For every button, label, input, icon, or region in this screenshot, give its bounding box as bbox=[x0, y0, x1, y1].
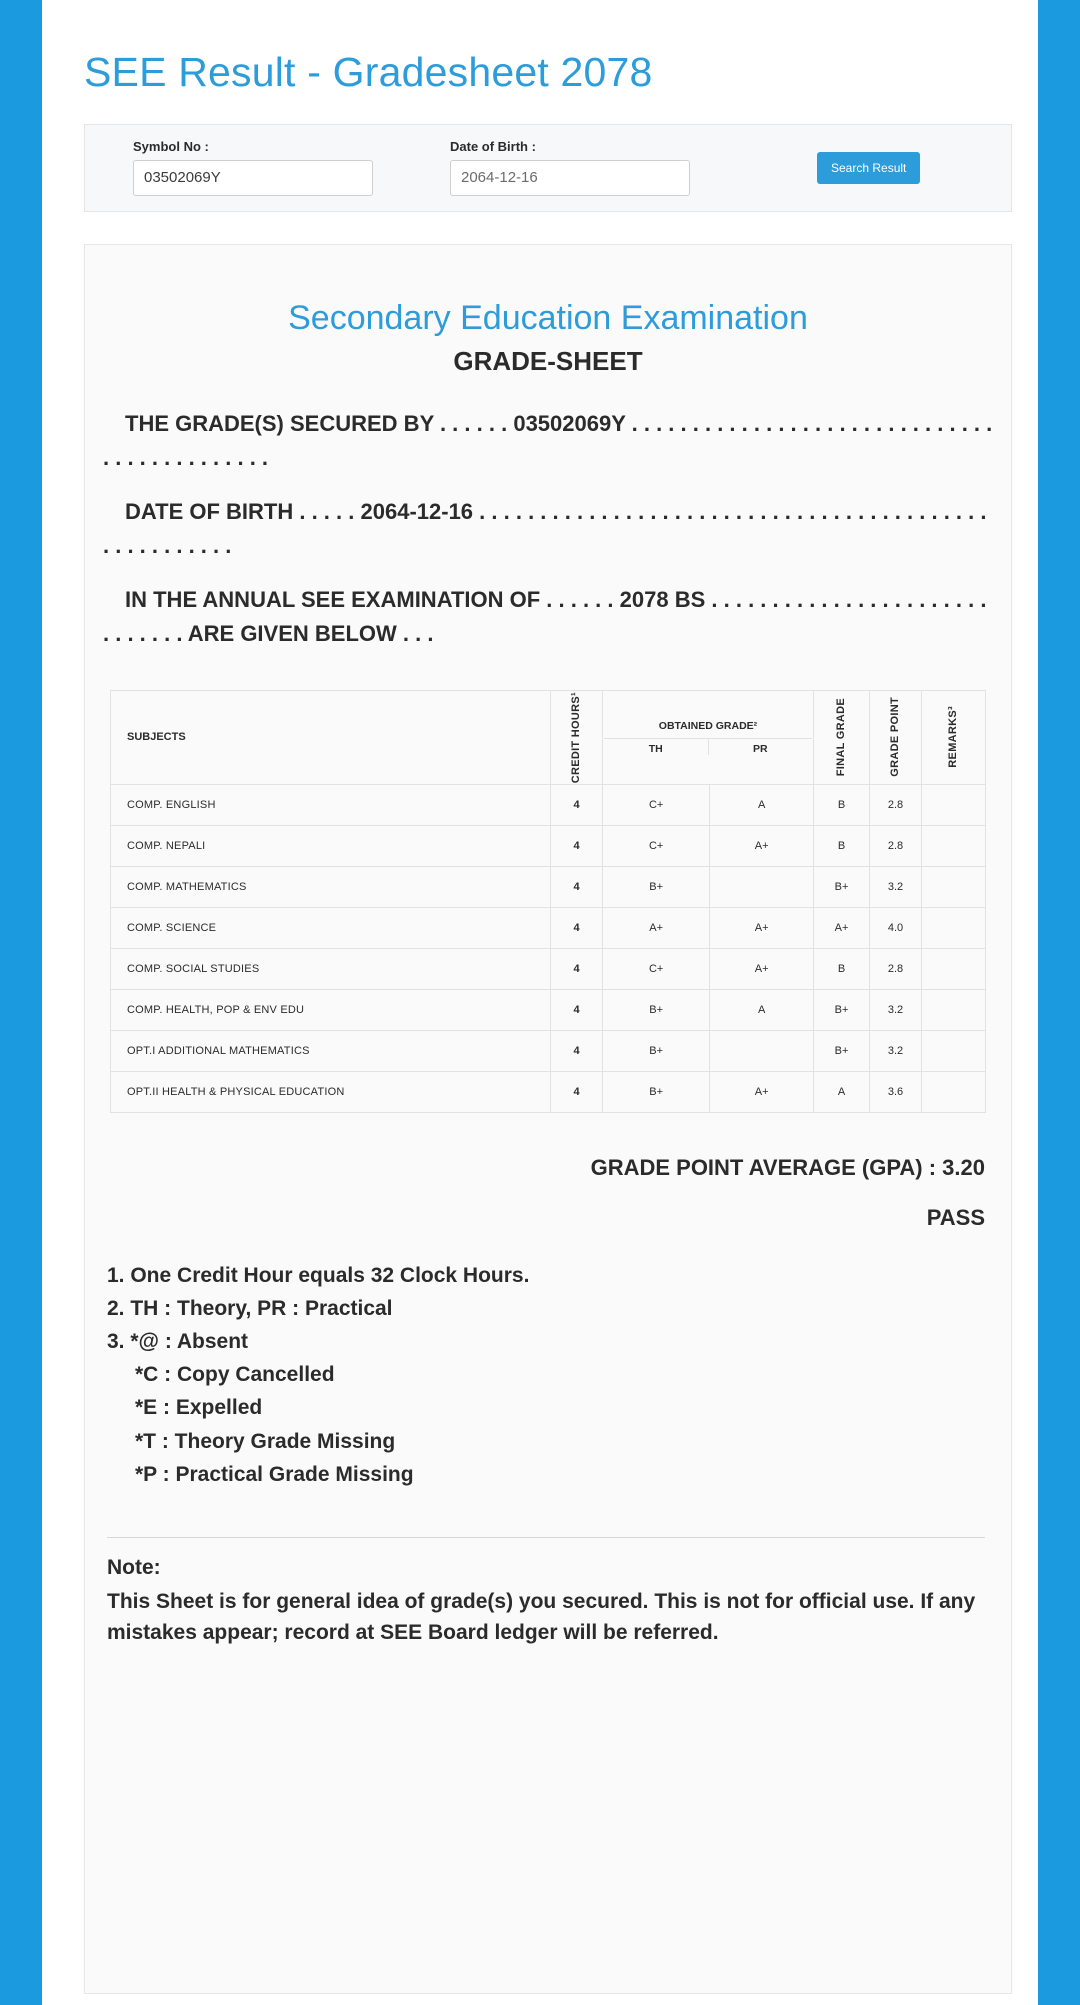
cell-subject: OPT.II HEALTH & PHYSICAL EDUCATION bbox=[111, 1071, 551, 1112]
cell-final-grade: B+ bbox=[814, 866, 870, 907]
header-remarks bbox=[922, 690, 986, 784]
cell-credit-hours: 4 bbox=[551, 1071, 603, 1112]
grades-secured-prefix: THE GRADE(S) SECURED BY . . . . . . bbox=[125, 410, 508, 436]
cell-credit-hours: 4 bbox=[551, 784, 603, 825]
cell-remarks bbox=[922, 866, 986, 907]
cell-practical-grade bbox=[710, 866, 814, 907]
cell-theory-grade: B+ bbox=[603, 989, 710, 1030]
cell-credit-hours: 4 bbox=[551, 989, 603, 1030]
symbol-number-value: 03502069Y bbox=[513, 410, 626, 436]
dob-suffix: . . . . . . . . . . . . . . . . . . . . . . . . . . . . . . . . . . . . . . . . . . . . . . . . . . . . . bbox=[103, 499, 987, 559]
cell-final-grade: B+ bbox=[814, 989, 870, 1030]
cell-theory-grade: C+ bbox=[603, 825, 710, 866]
cell-remarks bbox=[922, 784, 986, 825]
header-credit-hours-text: CREDIT HOURS¹ bbox=[570, 691, 583, 783]
cell-credit-hours: 4 bbox=[551, 907, 603, 948]
cell-final-grade: B bbox=[814, 825, 870, 866]
footnote-3c: *T : Theory Grade Missing bbox=[135, 1429, 396, 1453]
cell-credit-hours: 4 bbox=[551, 866, 603, 907]
exam-year-value: 2078 BS bbox=[619, 587, 706, 613]
header-grade-point bbox=[870, 690, 922, 784]
dob-value: 2064-12-16 bbox=[360, 499, 474, 525]
dob-label: Date of Birth : bbox=[450, 138, 536, 154]
cell-practical-grade: A bbox=[710, 784, 814, 825]
table-row bbox=[111, 989, 986, 1030]
symbol-input[interactable] bbox=[133, 160, 373, 196]
cell-remarks bbox=[922, 1071, 986, 1112]
table-row bbox=[111, 825, 986, 866]
grades-table bbox=[110, 690, 986, 1113]
cell-credit-hours: 4 bbox=[551, 825, 603, 866]
gpa-line: GRADE POINT AVERAGE (GPA) : 3.20 bbox=[590, 1154, 985, 1180]
content-sheet bbox=[42, 0, 1038, 2005]
cell-practical-grade bbox=[710, 1030, 814, 1071]
cell-grade-point: 3.2 bbox=[870, 989, 922, 1030]
cell-grade-point: 2.8 bbox=[870, 784, 922, 825]
cell-remarks bbox=[922, 825, 986, 866]
cell-subject: COMP. HEALTH, POP & ENV EDU bbox=[111, 989, 551, 1030]
footnote-2: 2. TH : Theory, PR : Practical bbox=[107, 1296, 393, 1320]
cell-theory-grade: B+ bbox=[603, 1030, 710, 1071]
cell-grade-point: 3.2 bbox=[870, 866, 922, 907]
header-obtained-grade-text: OBTAINED GRADE² bbox=[658, 719, 758, 732]
cell-subject: OPT.I ADDITIONAL MATHEMATICS bbox=[111, 1030, 551, 1071]
footnote-3b: *E : Expelled bbox=[135, 1396, 263, 1420]
cell-final-grade: A bbox=[814, 1071, 870, 1112]
cell-practical-grade: A+ bbox=[710, 948, 814, 989]
dob-prefix: DATE OF BIRTH . . . . . bbox=[125, 499, 355, 525]
footnotes bbox=[107, 1259, 1011, 1491]
cell-practical-grade: A+ bbox=[710, 1071, 814, 1112]
symbol-label: Symbol No : bbox=[133, 138, 209, 154]
cell-subject: COMP. MATHEMATICS bbox=[111, 866, 551, 907]
result-status: PASS bbox=[926, 1204, 985, 1230]
cell-remarks bbox=[922, 989, 986, 1030]
grades-table-body bbox=[111, 784, 986, 1112]
dob-field-group bbox=[450, 139, 690, 196]
note-section bbox=[107, 1552, 985, 1649]
cell-remarks bbox=[922, 948, 986, 989]
header-pr: PR bbox=[752, 743, 768, 756]
cell-theory-grade: C+ bbox=[603, 784, 710, 825]
cell-theory-grade: A+ bbox=[603, 907, 710, 948]
table-row bbox=[111, 1071, 986, 1112]
page-title: SEE Result - Gradesheet 2078 bbox=[84, 49, 653, 96]
header-obtained-subcols bbox=[604, 738, 812, 755]
cell-practical-grade: A bbox=[710, 989, 814, 1030]
exam-year-prefix: IN THE ANNUAL SEE EXAMINATION OF . . . . . . bbox=[125, 587, 614, 613]
cell-credit-hours: 4 bbox=[551, 1030, 603, 1071]
cell-grade-point: 3.2 bbox=[870, 1030, 922, 1071]
cell-theory-grade: C+ bbox=[603, 948, 710, 989]
cell-grade-point: 4.0 bbox=[870, 907, 922, 948]
header-remarks-text: REMARKS³ bbox=[947, 706, 960, 768]
cell-credit-hours: 4 bbox=[551, 948, 603, 989]
cell-grade-point: 2.8 bbox=[870, 825, 922, 866]
gradesheet-card bbox=[84, 244, 1012, 1994]
cell-practical-grade: A+ bbox=[710, 825, 814, 866]
grades-header-row bbox=[111, 690, 986, 784]
note-title: Note: bbox=[107, 1556, 161, 1579]
note-body: This Sheet is for general idea of grade(s) you secured. This is not for official use. If any mistakes appear; record at SEE Board ledger will be referred. bbox=[107, 1589, 976, 1644]
footnote-3d: *P : Practical Grade Missing bbox=[135, 1462, 414, 1486]
search-result-button[interactable]: Search Result bbox=[817, 152, 920, 184]
cell-final-grade: B bbox=[814, 948, 870, 989]
table-row bbox=[111, 866, 986, 907]
cell-grade-point: 3.6 bbox=[870, 1071, 922, 1112]
table-row bbox=[111, 948, 986, 989]
table-row bbox=[111, 784, 986, 825]
cell-final-grade: B bbox=[814, 784, 870, 825]
exam-heading: Secondary Education Examination bbox=[288, 298, 808, 337]
footnote-1: 1. One Credit Hour equals 32 Clock Hours. bbox=[107, 1263, 530, 1287]
header-subjects: SUBJECTS bbox=[111, 690, 551, 784]
header-th: TH bbox=[604, 739, 709, 755]
grades-table-head bbox=[111, 690, 986, 784]
cell-grade-point: 2.8 bbox=[870, 948, 922, 989]
search-panel bbox=[84, 124, 1012, 212]
dob-line bbox=[85, 495, 1011, 563]
cell-final-grade: B+ bbox=[814, 1030, 870, 1071]
cell-subject: COMP. NEPALI bbox=[111, 825, 551, 866]
cell-remarks bbox=[922, 907, 986, 948]
cell-subject: COMP. SOCIAL STUDIES bbox=[111, 948, 551, 989]
cell-final-grade: A+ bbox=[814, 907, 870, 948]
exam-year-suffix: . . . . . . . . . . . . . . . . . . . . . . . . . . . . . . ARE GIVEN BELOW . . . bbox=[103, 587, 987, 647]
footnote-3: 3. *@ : Absent bbox=[107, 1330, 249, 1354]
exam-year-line bbox=[85, 583, 1011, 651]
footnote-3a: *C : Copy Cancelled bbox=[135, 1363, 335, 1387]
header-final-grade bbox=[814, 690, 870, 784]
grades-secured-line bbox=[85, 407, 1011, 475]
cell-theory-grade: B+ bbox=[603, 866, 710, 907]
cell-theory-grade: B+ bbox=[603, 1071, 710, 1112]
header-grade-point-text: GRADE POINT bbox=[889, 697, 902, 777]
cell-remarks bbox=[922, 1030, 986, 1071]
gradesheet-subheading: GRADE-SHEET bbox=[453, 345, 643, 376]
note-divider bbox=[107, 1537, 985, 1538]
table-row bbox=[111, 907, 986, 948]
header-credit-hours bbox=[551, 690, 603, 784]
header-final-grade-text: FINAL GRADE bbox=[835, 698, 848, 777]
table-row bbox=[111, 1030, 986, 1071]
cell-practical-grade: A+ bbox=[710, 907, 814, 948]
cell-subject: COMP. SCIENCE bbox=[111, 907, 551, 948]
grades-secured-suffix: . . . . . . . . . . . . . . . . . . . . . . . . . . . . . . . . . . . . . . . . . . . . bbox=[103, 410, 993, 471]
symbol-field-group bbox=[133, 139, 373, 196]
cell-subject: COMP. ENGLISH bbox=[111, 784, 551, 825]
dob-input[interactable] bbox=[450, 160, 690, 196]
header-obtained-grade bbox=[603, 690, 814, 784]
